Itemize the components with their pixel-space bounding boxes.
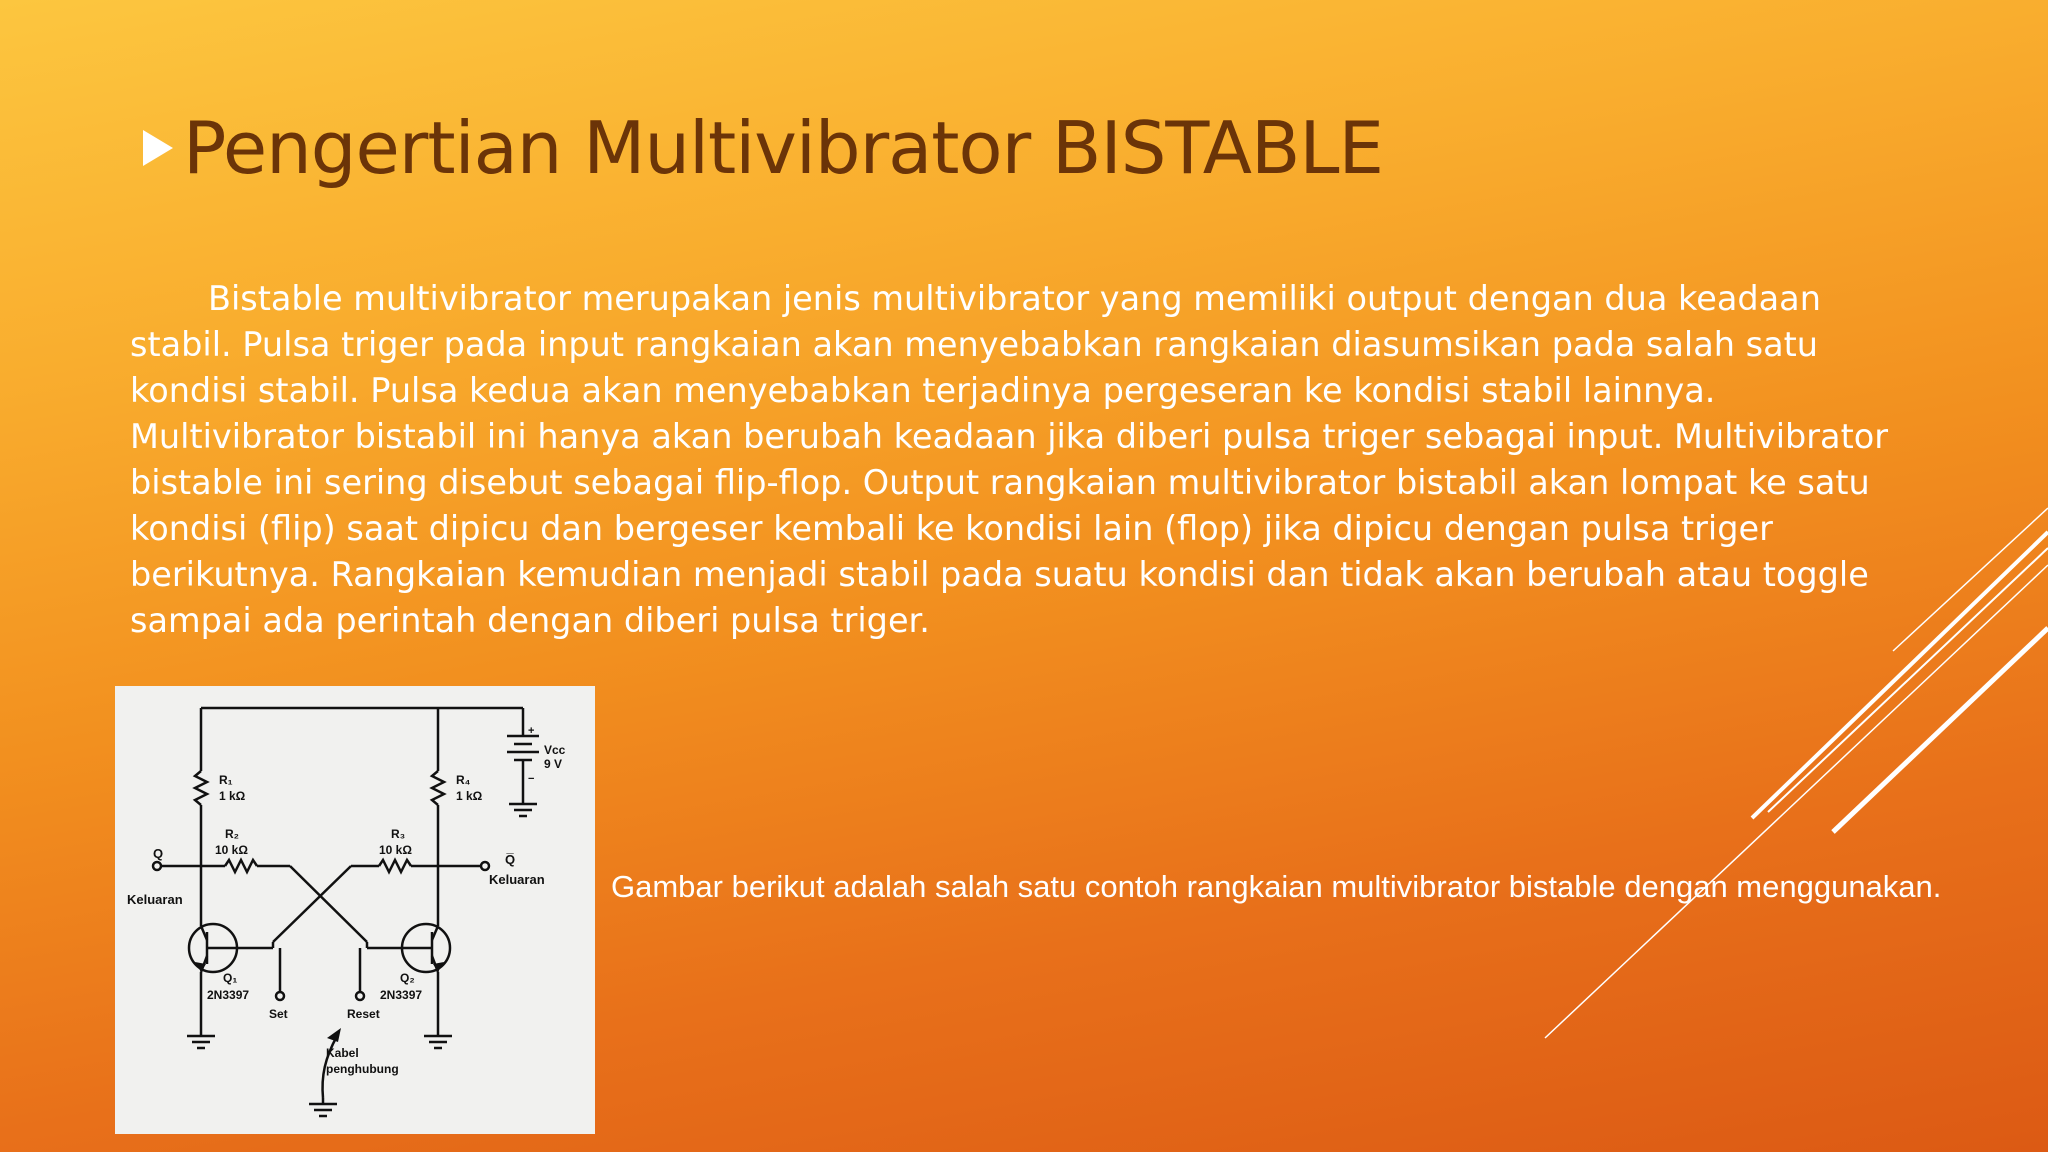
slide-title-row	[143, 106, 1384, 190]
set-label: Set	[269, 1007, 288, 1021]
r4-value: 1 kΩ	[456, 789, 483, 803]
q-right-label: Q̅	[505, 852, 516, 867]
r3-name: R₃	[391, 827, 406, 841]
triangle-right-icon	[143, 130, 173, 166]
vcc-value: 9 V	[544, 757, 563, 771]
r4-name: R₄	[456, 773, 471, 787]
cable-label-line1: Kabel	[326, 1046, 359, 1060]
q2-name: Q₂	[400, 971, 415, 985]
slide-title: Pengertian Multivibrator BISTABLE	[183, 106, 1384, 190]
r2-value: 10 kΩ	[215, 843, 248, 857]
circuit-diagram	[115, 686, 595, 1134]
q-left-label: Q	[153, 846, 164, 861]
battery-plus: +	[528, 725, 535, 737]
battery-minus: −	[528, 773, 535, 785]
body-paragraph: Bistable multivibrator merupakan jenis multivibrator yang memiliki output dengan dua keadaan stabil. Pulsa triger pada input rangkaian akan menyebabkan rangkaian diasumsikan pada salah satu kondisi stabil. Pulsa kedua akan menyebabkan terjadinya pergeseran ke kondisi stabil lainnya. Multivibrator bistabil ini hanya akan berubah keadaan jika diberi pulsa triger sebagai input. Multivibrator bistable ini sering disebut sebagai flip-flop. Output rangkaian multivibrator bistabil akan lompat ke satu kondisi (flip) saat dipicu dan bergeser kembali ke kondisi lain (flop) jika dipicu dengan pulsa triger berikutnya. Rangkaian kemudian menjadi stabil pada suatu kondisi dan tidak akan berubah atau toggle sampai ada perintah dengan diberi pulsa triger.	[130, 279, 1888, 640]
r1-value: 1 kΩ	[219, 789, 246, 803]
output-left-label: Keluaran	[127, 892, 183, 907]
q1-part: 2N3397	[207, 988, 250, 1002]
q1-name: Q₁	[223, 971, 238, 985]
circuit-schematic	[115, 686, 595, 1134]
reset-label: Reset	[347, 1007, 380, 1021]
output-right-label: Keluaran	[489, 872, 545, 887]
cable-label-line2: penghubung	[326, 1062, 399, 1076]
q2-part: 2N3397	[380, 988, 423, 1002]
r2-name: R₂	[225, 827, 239, 841]
r1-name: R₁	[219, 773, 233, 787]
r3-value: 10 kΩ	[379, 843, 412, 857]
vcc-label: Vᴄᴄ	[544, 743, 566, 757]
figure-caption: Gambar berikut adalah salah satu contoh rangkaian multivibrator bistable dengan menggunakan.	[611, 869, 1942, 904]
